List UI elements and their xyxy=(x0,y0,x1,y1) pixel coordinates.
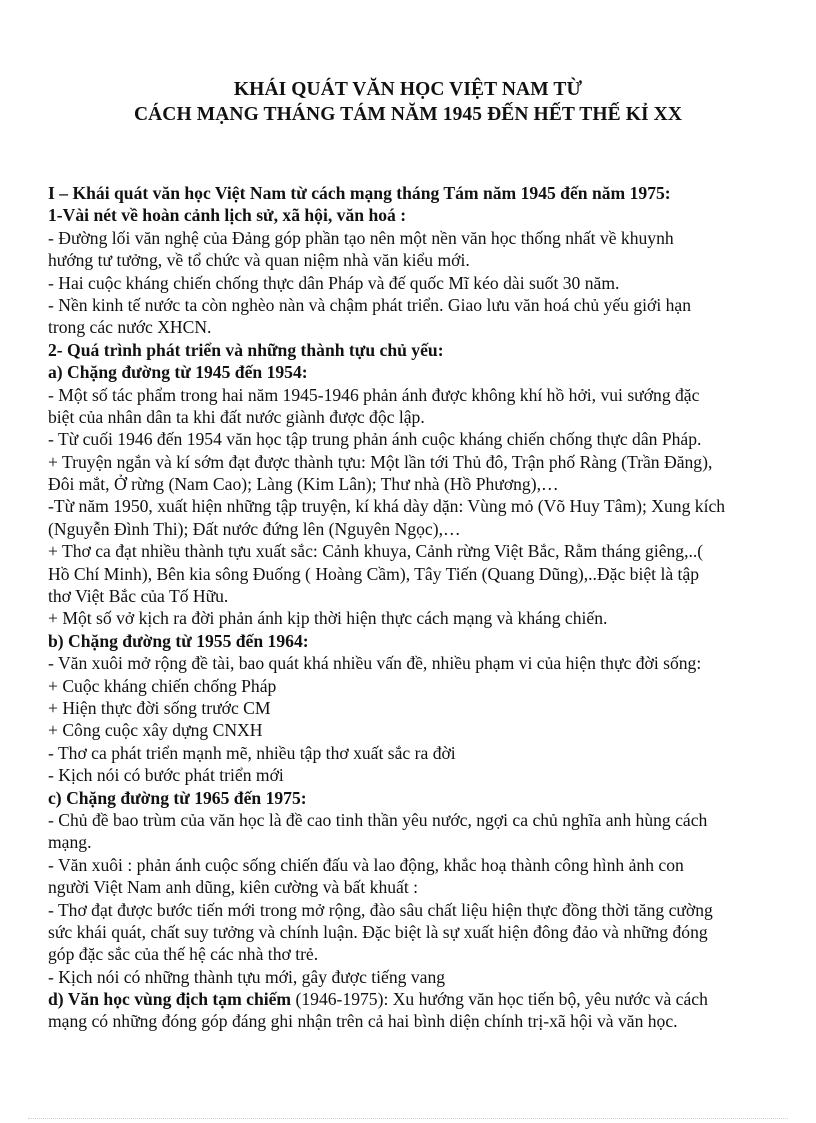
paragraph-line: + Cuộc kháng chiến chống Pháp xyxy=(48,675,277,696)
period-heading-d xyxy=(48,988,769,1010)
paragraph-line: - Thơ đạt được bước tiến mới trong mở rộng, đào sâu chất liệu hiện thực đồng thời tăng cường xyxy=(48,899,713,920)
paragraph-line: - Văn xuôi mở rộng đề tài, bao quát khá nhiều vấn đề, nhiều phạm vi của hiện thực đời sống: xyxy=(48,653,702,674)
document-title-line-2: CÁCH MẠNG THÁNG TÁM NĂM 1945 ĐẾN HẾT THẾ KỈ XX xyxy=(133,104,683,125)
page-bottom-divider xyxy=(28,1118,788,1119)
document-body xyxy=(48,182,769,1033)
period-heading-d-bold: d) Văn học vùng địch tạm chiếm xyxy=(48,989,292,1010)
paragraph-line: - Đường lối văn nghệ của Đảng góp phần tạo nên một nền văn học thống nhất về khuynh xyxy=(48,227,674,248)
paragraph-line: (Nguyễn Đình Thi); Đất nước đứng lên (Nguyên Ngọc),… xyxy=(48,518,461,539)
paragraph-line: - Kịch nói có bước phát triển mới xyxy=(48,765,284,786)
paragraph-line: - Hai cuộc kháng chiến chống thực dân Pháp và đế quốc Mĩ kéo dài suốt 30 năm. xyxy=(48,272,620,293)
period-heading-b: b) Chặng đường từ 1955 đến 1964: xyxy=(48,630,309,651)
section-heading-i: I – Khái quát văn học Việt Nam từ cách mạng tháng Tám năm 1945 đến năm 1975: xyxy=(48,183,671,203)
document-title-line-1: KHÁI QUÁT VĂN HỌC VIỆT NAM TỪ xyxy=(233,79,583,100)
subsection-heading-2: 2- Quá trình phát triển và những thành tựu chủ yếu: xyxy=(48,339,444,360)
paragraph-line: -Từ năm 1950, xuất hiện những tập truyện, kí khá dày dặn: Vùng mỏ (Võ Huy Tâm); Xung kích xyxy=(48,496,726,517)
paragraph-line: - Từ cuối 1946 đến 1954 văn học tập trung phản ánh cuộc kháng chiến chống thực dân Pháp. xyxy=(48,429,702,450)
paragraph-line: - Một số tác phẩm trong hai năm 1945-1946 phản ánh được không khí hồ hởi, vui sướng đặc xyxy=(48,384,700,405)
period-heading-c: c) Chặng đường từ 1965 đến 1975: xyxy=(48,787,307,808)
paragraph-line: - Chủ đề bao trùm của văn học là đề cao tinh thần yêu nước, ngợi ca chủ nghĩa anh hùng cách xyxy=(48,809,708,830)
period-heading-a: a) Chặng đường từ 1945 đến 1954: xyxy=(48,362,308,383)
paragraph-line: - Văn xuôi : phản ánh cuộc sống chiến đấu và lao động, khắc hoạ thành công hình ảnh con xyxy=(48,854,684,875)
paragraph-line: + Công cuộc xây dựng CNXH xyxy=(48,720,263,741)
paragraph-line: + Hiện thực đời sống trước CM xyxy=(48,697,271,718)
paragraph-line: - Nền kinh tế nước ta còn nghèo nàn và chậm phát triển. Giao lưu văn hoá chủ yếu giới hạn xyxy=(48,294,692,315)
paragraph-line: biệt của nhân dân ta khi đất nước giành được độc lập. xyxy=(48,406,425,427)
paragraph-line: thơ Việt Bắc của Tố Hữu. xyxy=(48,586,229,607)
paragraph-line: + Truyện ngắn và kí sớm đạt được thành tựu: Một lần tới Thủ đô, Trận phố Ràng (Trần Đăng), xyxy=(48,451,713,472)
paragraph-line: mạng. xyxy=(48,832,92,853)
period-heading-d-text: (1946-1975): Xu hướng văn học tiến bộ, yêu nước và cách xyxy=(291,989,708,1010)
paragraph-line: Đôi mắt, Ở rừng (Nam Cao); Làng (Kim Lân); Thư nhà (Hồ Phương),… xyxy=(48,474,559,495)
paragraph-line: trong các nước XHCN. xyxy=(48,317,212,338)
paragraph-line: Hồ Chí Minh), Bên kia sông Đuống ( Hoàng Cầm), Tây Tiến (Quang Dũng),..Đặc biệt là tập xyxy=(48,563,700,584)
paragraph-line: + Thơ ca đạt nhiều thành tựu xuất sắc: Cảnh khuya, Cảnh rừng Việt Bắc, Rằm tháng giêng,..( xyxy=(48,541,704,562)
paragraph-line: góp đặc sắc của thế hệ các nhà thơ trẻ. xyxy=(48,944,319,965)
subsection-heading-1: 1-Vài nét về hoàn cảnh lịch sử, xã hội, văn hoá : xyxy=(48,205,407,226)
paragraph-line: - Kịch nói có những thành tựu mới, gây được tiếng vang xyxy=(48,966,446,987)
paragraph-line: mạng có những đóng góp đáng ghi nhận trên cả hai bình diện chính trị-xã hội và văn học. xyxy=(48,1011,678,1032)
paragraph-line: - Thơ ca phát triển mạnh mẽ, nhiều tập thơ xuất sắc ra đời xyxy=(48,742,456,763)
paragraph-line: hướng tư tưởng, về tổ chức và quan niệm nhà văn kiểu mới. xyxy=(48,250,470,271)
paragraph-line: người Việt Nam anh dũng, kiên cường và bất khuất : xyxy=(48,877,419,898)
paragraph-line: sức khái quát, chất suy tưởng và chính luận. Đặc biệt là sự xuất hiện đông đảo và những đóng xyxy=(48,921,708,942)
paragraph-line: + Một số vở kịch ra đời phản ánh kịp thời hiện thực cách mạng và kháng chiến. xyxy=(48,608,608,629)
